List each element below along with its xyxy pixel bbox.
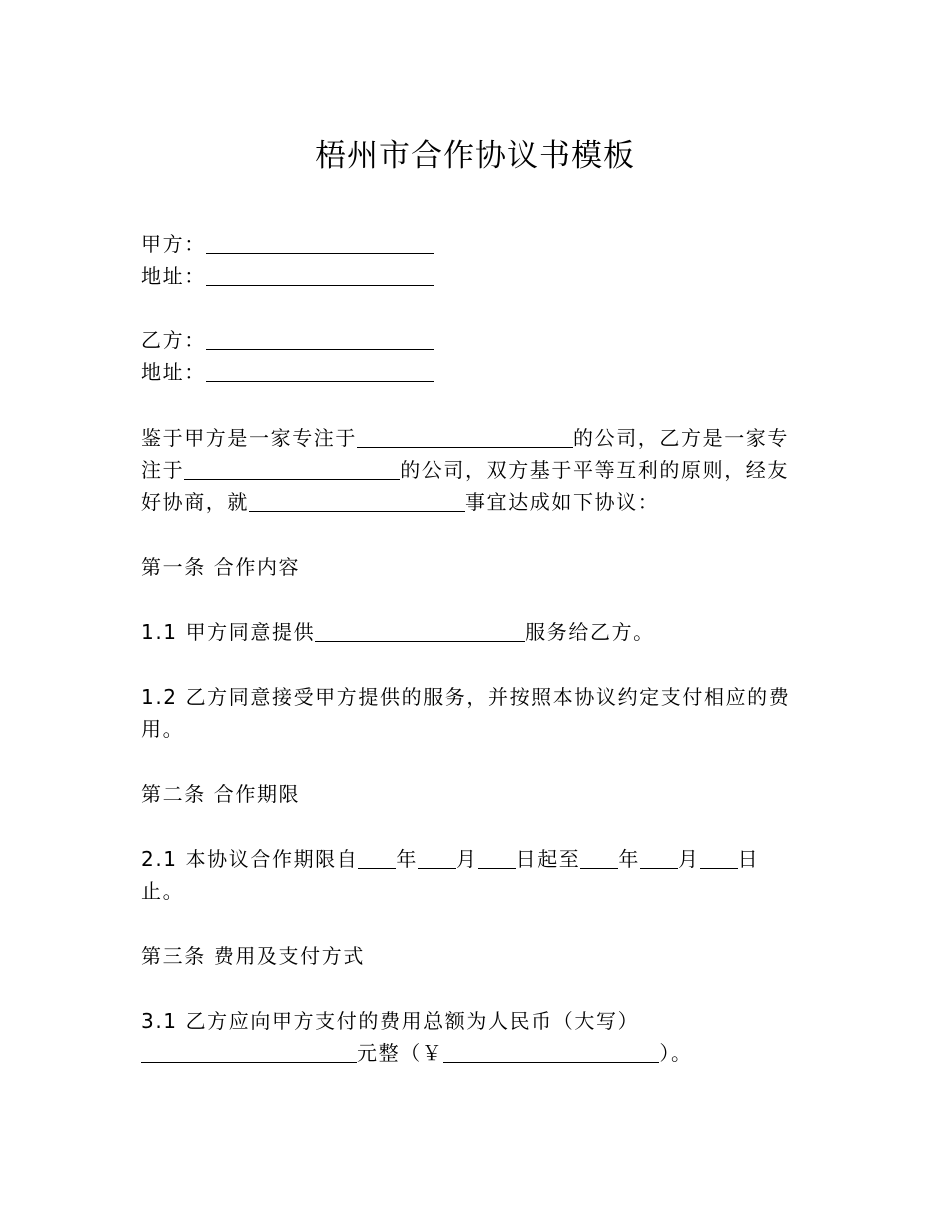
- start-day-blank[interactable]: [478, 848, 516, 869]
- party-a-label: 甲方：: [141, 232, 206, 256]
- end-year-blank[interactable]: [580, 848, 618, 869]
- year-label: 年: [396, 847, 418, 871]
- party-a-address-label: 地址：: [141, 264, 206, 288]
- preamble-text: 好协商，就: [141, 490, 249, 514]
- matter-blank[interactable]: [249, 491, 465, 512]
- party-b-blank[interactable]: [206, 329, 434, 350]
- preamble-line-3: [141, 486, 659, 518]
- party-b-address-label: 地址：: [141, 360, 206, 384]
- clause-3-1-line-1: 3.1 乙方应向甲方支付的费用总额为人民币（大写）: [141, 1009, 640, 1033]
- day-end-label: 日: [737, 847, 760, 871]
- party-a-business-blank[interactable]: [357, 427, 573, 448]
- clause-text: ）。: [659, 1041, 693, 1065]
- clause-2-1-line-1: [141, 843, 759, 875]
- clause-text: 服务给乙方。: [525, 620, 655, 644]
- clause-text: 元整（￥: [357, 1041, 444, 1065]
- preamble-text: 的公司，乙方是一家专: [573, 426, 789, 450]
- day-from-label: 日起至: [515, 847, 581, 871]
- preamble-text: 鉴于甲方是一家专注于: [141, 426, 357, 450]
- party-b-address-line: [141, 356, 434, 388]
- clause-1-2-line-2: 用。: [141, 717, 185, 741]
- clause-1-1: [141, 616, 655, 648]
- year-label: 年: [618, 847, 641, 871]
- clause-1-2-line-1: 1.2 乙方同意接受甲方提供的服务，并按照本协议约定支付相应的费: [141, 685, 791, 709]
- party-a-address-blank[interactable]: [206, 265, 434, 286]
- document-title: 梧州市合作协议书模板: [315, 138, 635, 174]
- month-label: 月: [678, 847, 700, 871]
- amount-words-blank[interactable]: [141, 1042, 357, 1063]
- service-blank[interactable]: [315, 621, 525, 642]
- article-2-heading: 第二条 合作期限: [141, 782, 301, 806]
- party-b-address-blank[interactable]: [206, 361, 434, 382]
- party-b-line: [141, 324, 434, 356]
- end-day-blank[interactable]: [700, 848, 738, 869]
- preamble-text: 事宜达成如下协议：: [465, 490, 660, 514]
- party-b-label: 乙方：: [141, 328, 206, 352]
- preamble-text: 的公司，双方基于平等互利的原则，经友: [400, 458, 790, 482]
- end-month-blank[interactable]: [640, 848, 678, 869]
- clause-3-1-line-2: [141, 1037, 693, 1069]
- party-a-line: [141, 228, 434, 260]
- article-3-heading: 第三条 费用及支付方式: [141, 944, 365, 968]
- clause-text: 2.1 本协议合作期限自: [141, 847, 359, 871]
- start-year-blank[interactable]: [358, 848, 396, 869]
- clause-2-1-line-2: 止。: [141, 879, 185, 903]
- start-month-blank[interactable]: [418, 848, 456, 869]
- party-a-blank[interactable]: [206, 233, 434, 254]
- party-a-address-line: [141, 260, 434, 292]
- month-label: 月: [455, 847, 478, 871]
- preamble-line-2: [141, 454, 789, 486]
- preamble-line-1: [141, 422, 789, 454]
- amount-figures-blank[interactable]: [443, 1042, 659, 1063]
- clause-text: 1.1 甲方同意提供: [141, 620, 316, 644]
- article-1-heading: 第一条 合作内容: [141, 555, 301, 579]
- party-b-business-blank[interactable]: [184, 459, 400, 480]
- preamble-text: 注于: [141, 458, 185, 482]
